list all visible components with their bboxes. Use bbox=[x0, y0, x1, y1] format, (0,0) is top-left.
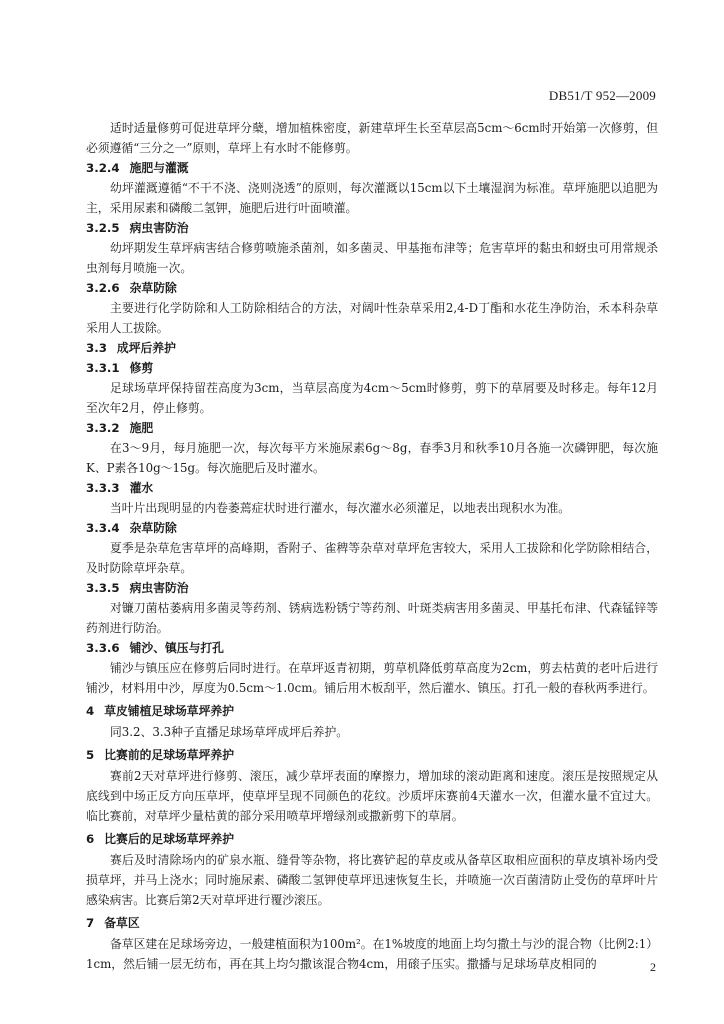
heading-number: 3.3.1 bbox=[86, 361, 120, 375]
section-heading bbox=[86, 912, 658, 934]
heading-number: 3.3.3 bbox=[86, 481, 120, 495]
subsection-heading bbox=[86, 218, 658, 238]
heading-title: 成坪后养护 bbox=[116, 341, 176, 355]
section-heading bbox=[86, 700, 658, 722]
subsection-heading bbox=[86, 478, 658, 498]
heading-title: 比赛后的足球场草坪养护 bbox=[104, 832, 234, 846]
heading-title: 修剪 bbox=[129, 361, 154, 375]
heading-title: 草皮铺植足球场草坪养护 bbox=[104, 704, 234, 718]
heading-title: 病虫害防治 bbox=[129, 581, 189, 595]
heading-number: 3.2.6 bbox=[86, 281, 120, 295]
page-number: 2 bbox=[650, 960, 656, 974]
document-body bbox=[86, 118, 658, 974]
heading-number: 3.3.4 bbox=[86, 521, 120, 535]
paragraph: 适时适量修剪可促进草坪分蘖，增加植株密度，新建草坪生长至草层高5cm～6cm时开始第一次修剪，但必须遵循“三分之一”原则，草坪上有水时不能修剪。 bbox=[86, 121, 658, 155]
paragraph: 赛后及时清除场内的矿泉水瓶、缝骨等杂物，将比赛铲起的草皮或从备草区取相应面积的草皮填补场内受损草坪，并马上浇水；同时施尿素、磷酸二氢钾使草坪迅速恢复生长，并喷施一次百菌清防止受伤的草坪叶片感染病害。比赛后第2天对草坪进行覆沙滚压。 bbox=[86, 853, 658, 907]
subsection-heading bbox=[86, 638, 658, 658]
heading-number: 3.3.6 bbox=[86, 641, 120, 655]
heading-title: 施肥 bbox=[129, 421, 154, 435]
subsection-heading bbox=[86, 578, 658, 598]
section-heading bbox=[86, 828, 658, 850]
paragraph: 赛前2天对草坪进行修剪、滚压，减少草坪表面的摩擦力，增加球的滚动距离和速度。滚压是按照规定从底线到中场正反方向压草坪，使草坪呈现不同颜色的花纹。沙质坪床赛前4天灌水一次，但灌水量不宜过大。临比赛前，对草坪少量枯黄的部分采用喷草坪增绿剂或撒新剪下的草屑。 bbox=[86, 769, 658, 823]
heading-number: 3.3.2 bbox=[86, 421, 120, 435]
paragraph: 对镰刀菌枯萎病用多菌灵等药剂、锈病选粉锈宁等药剂、叶斑类病害用多菌灵、甲基托布津、代森锰锌等药剂进行防治。 bbox=[86, 601, 658, 635]
heading-title: 杂草防除 bbox=[129, 281, 177, 295]
subsection-heading bbox=[86, 518, 658, 538]
paragraph: 铺沙与镇压应在修剪后同时进行。在草坪返青初期，剪草机降低剪草高度为2cm，剪去枯黄的老叶后进行铺沙，材料用中沙，厚度为0.5cm～1.0cm。铺后用木板刮平，然后灌水、镇压。打孔一般的春秋两季进行。 bbox=[86, 661, 658, 695]
subsection-heading bbox=[86, 278, 658, 298]
heading-title: 备草区 bbox=[104, 916, 140, 930]
paragraph: 足球场草坪保持留茬高度为3cm，当草层高度为4cm～5cm时修剪，剪下的草屑要及时移走。每年12月至次年2月，停止修剪。 bbox=[86, 381, 658, 415]
heading-title: 比赛前的足球场草坪养护 bbox=[104, 748, 234, 762]
subsection-heading bbox=[86, 158, 658, 178]
heading-number: 3.3 bbox=[86, 341, 107, 355]
paragraph: 幼坪期发生草坪病害结合修剪喷施杀菌剂，如多菌灵、甲基拖布津等；危害草坪的黏虫和蚜虫可用常规杀虫剂每月喷施一次。 bbox=[86, 241, 658, 275]
paragraph: 当叶片出现明显的内卷萎蔫症状时进行灌水，每次灌水必须灌足，以地表出现积水为准。 bbox=[110, 501, 571, 515]
subsection-heading bbox=[86, 338, 658, 358]
heading-title: 铺沙、镇压与打孔 bbox=[129, 641, 224, 655]
heading-number: 4 bbox=[86, 704, 95, 718]
heading-title: 杂草防除 bbox=[129, 521, 177, 535]
heading-title: 灌水 bbox=[129, 481, 154, 495]
heading-number: 6 bbox=[86, 832, 95, 846]
heading-number: 5 bbox=[86, 748, 95, 762]
paragraph: 备草区建在足球场旁边，一般建植面积为100m²。在1%坡度的地面上均匀撒土与沙的混合物（比例2:1）1cm，然后铺一层无纺布，再在其上均匀撒该混合物4cm，用磙子压实。撒播与足球场草皮相同的 bbox=[86, 937, 659, 971]
heading-number: 3.2.4 bbox=[86, 161, 120, 175]
paragraph: 主要进行化学防除和人工防除相结合的方法，对阔叶性杂草采用2,4-D丁酯和水花生净防治，禾本科杂草采用人工拔除。 bbox=[86, 301, 658, 335]
heading-number: 7 bbox=[86, 916, 95, 930]
paragraph: 在3～9月，每月施肥一次，每次每平方米施尿素6g～8g，春季3月和秋季10月各施一次磷钾肥，每次施K、P素各10g～15g。每次施肥后及时灌水。 bbox=[86, 441, 658, 475]
heading-number: 3.3.5 bbox=[86, 581, 120, 595]
heading-title: 病虫害防治 bbox=[129, 221, 189, 235]
paragraph: 幼坪灌溉遵循“不干不浇、浇则浇透”的原则，每次灌溉以15cm以下土壤湿润为标准。草坪施肥以追肥为主，采用尿素和磷酸二氢钾，施肥后进行叶面喷灌。 bbox=[86, 181, 658, 215]
paragraph: 夏季是杂草危害草坪的高峰期，香附子、雀稗等杂草对草坪危害较大，采用人工拔除和化学防除相结合，及时防除草坪杂草。 bbox=[86, 541, 658, 575]
subsection-heading bbox=[86, 418, 658, 438]
heading-title: 施肥与灌溉 bbox=[129, 161, 189, 175]
subsection-heading bbox=[86, 358, 658, 378]
heading-number: 3.2.5 bbox=[86, 221, 120, 235]
paragraph: 同3.2、3.3种子直播足球场草坪成坪后养护。 bbox=[110, 725, 349, 739]
section-heading bbox=[86, 744, 658, 766]
document-code: DB51/T 952—2009 bbox=[548, 88, 656, 103]
